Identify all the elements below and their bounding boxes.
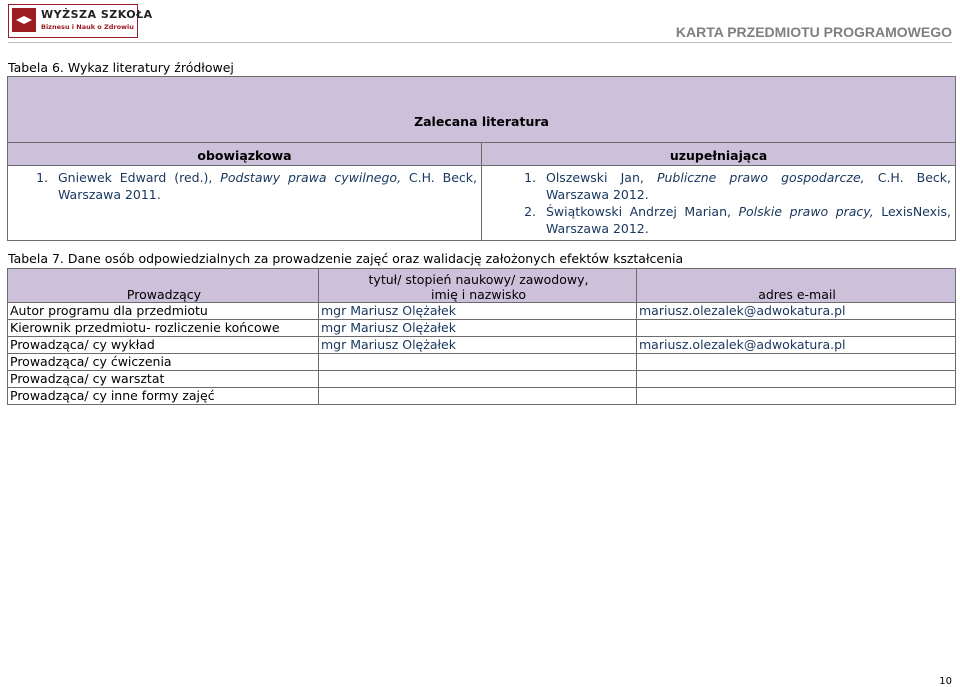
name-column-header: [319, 269, 637, 303]
logo-line2: Biznesu i Nauk o Zdrowiu: [41, 23, 134, 31]
table6-caption: Tabela 6. Wykaz literatury źródłowej: [8, 60, 234, 75]
role-cell: Prowadząca/ cy ćwiczenia: [8, 354, 319, 371]
email-cell: [637, 371, 956, 388]
list-item-title: Podstawy prawa cywilnego,: [220, 170, 402, 185]
list-item-number: 2.: [524, 204, 536, 219]
required-header-label: obowiązkowa: [197, 148, 292, 163]
name-cell: mgr Mariusz Olężałek: [319, 320, 637, 337]
literature-header: [8, 77, 956, 143]
list-item-number: 1.: [524, 170, 536, 185]
supplementary-header: [482, 143, 956, 166]
list-item-text: [546, 169, 951, 203]
list-item-author: Olszewski Jan,: [546, 170, 644, 185]
table-row: [8, 371, 956, 388]
role-cell: Prowadząca/ cy wykład: [8, 337, 319, 354]
logo-line1: WYŻSZA SZKOŁA: [41, 8, 153, 21]
supplementary-list: [482, 166, 956, 241]
list-item-number: 1.: [36, 170, 48, 185]
role-column-header: [8, 269, 319, 303]
list-item-publisher: LexisNexis, Warszawa 2012.: [546, 204, 951, 236]
page-number: 10: [939, 676, 952, 687]
list-item: [12, 169, 477, 203]
list-item-text: [546, 203, 951, 237]
list-item-author: Świątkowski Andrzej Marian,: [546, 204, 731, 219]
table-row: [8, 388, 956, 405]
name-cell: [319, 354, 637, 371]
name-cell: mgr Mariusz Olężałek: [319, 303, 637, 320]
email-cell: [637, 320, 956, 337]
page-header: [0, 0, 960, 44]
table-row: [8, 303, 956, 320]
name-column-label-line1: tytuł/ stopień naukowy/ zawodowy,: [368, 272, 589, 287]
list-item-author: Gniewek Edward (red.),: [58, 170, 213, 185]
email-column-label: adres e-mail: [758, 287, 836, 302]
header-divider: [8, 42, 952, 43]
role-cell: Autor programu dla przedmiotu: [8, 303, 319, 320]
required-header: [8, 143, 482, 166]
name-cell: [319, 371, 637, 388]
email-cell: [637, 354, 956, 371]
table7-caption: Tabela 7. Dane osób odpowiedzialnych za prowadzenie zajęć oraz walidację założonych efektów kształcenia: [8, 251, 684, 266]
supplementary-header-label: uzupełniająca: [669, 148, 768, 163]
list-item-publisher: C.H. Beck, Warszawa 2011.: [58, 170, 477, 202]
list-item-text: [58, 169, 477, 203]
list-item: [486, 203, 951, 237]
role-cell: Prowadząca/ cy inne formy zajęć: [8, 388, 319, 405]
email-cell[interactable]: mariusz.olezalek@adwokatura.pl: [637, 337, 956, 354]
literature-header-label: Zalecana literatura: [414, 114, 549, 129]
school-logo: [8, 4, 153, 38]
literature-table: [7, 76, 956, 241]
role-cell: Kierownik przedmiotu- rozliczenie końcowe: [8, 320, 319, 337]
list-item-publisher: C.H. Beck, Warszawa 2012.: [546, 170, 952, 202]
email-column-header: [637, 269, 956, 303]
table-row: [8, 320, 956, 337]
table-row: [8, 337, 956, 354]
email-cell[interactable]: mariusz.olezalek@adwokatura.pl: [637, 303, 956, 320]
mortarboard-icon: [12, 8, 36, 32]
email-cell: [637, 388, 956, 405]
required-list: [8, 166, 482, 241]
list-item-title: Polskie prawo pracy,: [738, 204, 874, 219]
name-cell: [319, 388, 637, 405]
list-item: [486, 169, 951, 203]
document-title: KARTA PRZEDMIOTU PROGRAMOWEGO: [675, 24, 952, 40]
staff-table: [7, 268, 956, 405]
role-cell: Prowadząca/ cy warsztat: [8, 371, 319, 388]
table-row: [8, 354, 956, 371]
name-cell: mgr Mariusz Olężałek: [319, 337, 637, 354]
name-column-label-line2: imię i nazwisko: [430, 287, 527, 302]
list-item-title: Publiczne prawo gospodarcze,: [656, 170, 865, 185]
role-column-label: Prowadzący: [126, 287, 202, 302]
